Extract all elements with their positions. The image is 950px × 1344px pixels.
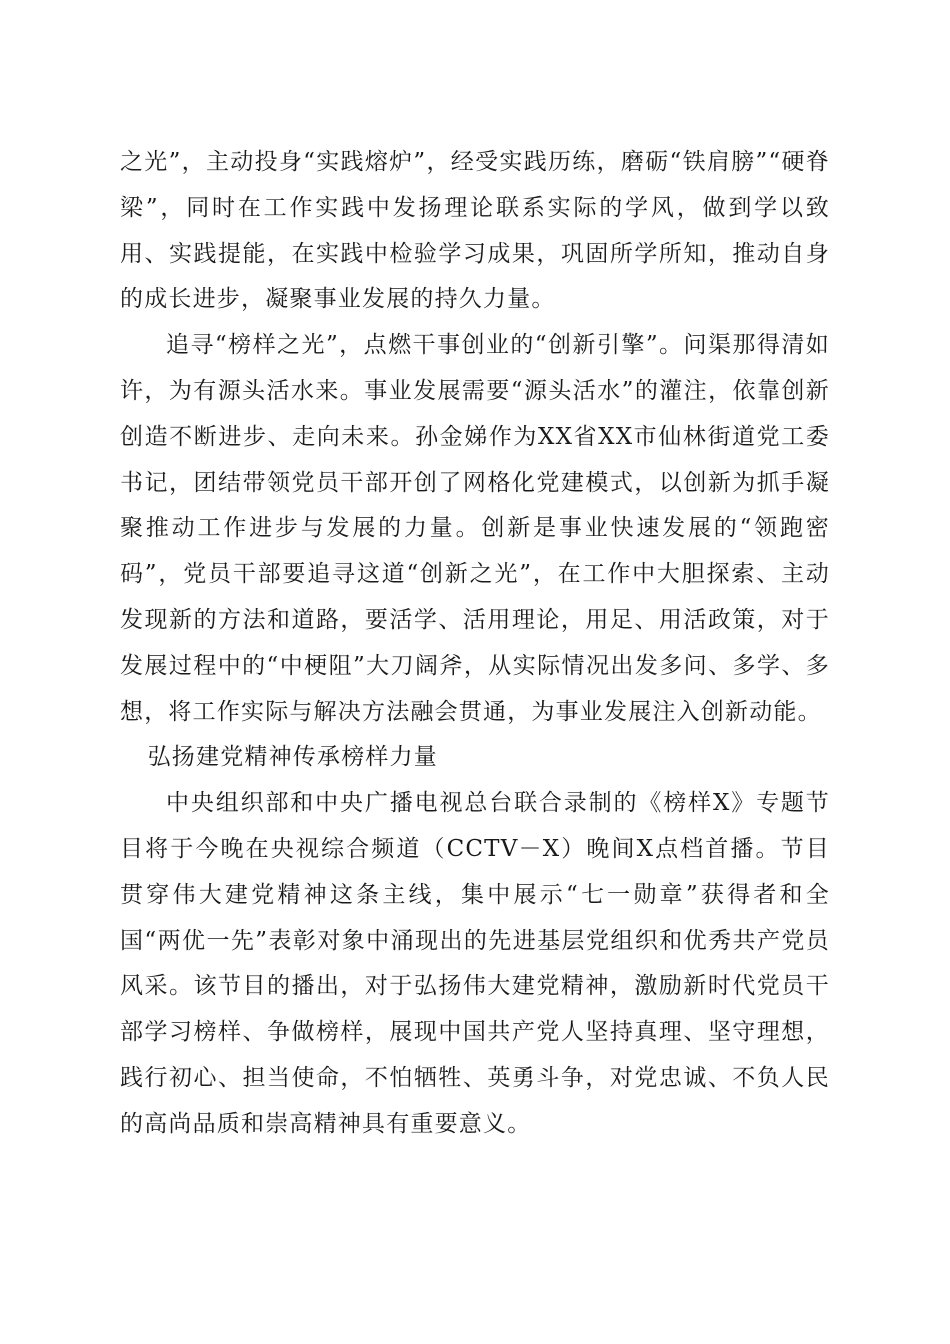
paragraph-innovation: 追寻“榜样之光”，点燃干事创业的“创新引擎”。问渠那得清如许，为有源头活水来。事业发展需要“源头活水”的灌注，依靠创新创造不断进步、走向未来。孙金娣作为XX省XX市仙林街道党工委书记，团结带领党员干部开创了网格化党建模式，以创新为抓手凝聚推动工作进步与发展的力量。创新是事业快速发展的“领跑密码”，党员干部要追寻这道“创新之光”，在工作中大胆探索、主动发现新的方法和道路，要活学、活用理论，用足、用活政策，对于发展过程中的“中梗阻”大刀阔斧，从实际情况出发多问、多学、多想，将工作实际与解决方法融会贯通，为事业发展注入创新动能。	[120, 332, 830, 725]
paragraph-program-intro: 中央组织部和中央广播电视总台联合录制的《榜样X》专题节目将于今晚在央视综合频道（CCTV－X）晚间X点档首播。节目贯穿伟大建党精神这条主线，集中展示“七一勋章”获得者和全国“两优一先”表彰对象中涌现出的先进基层党组织和优秀共产党员风采。该节目的播出，对于弘扬伟大建党精神，激励新时代党员干部学习榜样、争做榜样，展现中国共产党人坚持真理、坚守理想，践行初心、担当使命，不怕牺牲、英勇斗争，对党忠诚、不负人民的高尚品质和崇高精神具有重要意义。	[120, 790, 830, 1137]
paragraph-continuation: 之光”，主动投身“实践熔炉”，经受实践历练，磨砺“铁肩膀”“硬脊梁”，同时在工作实践中发扬理论联系实际的学风，做到学以致用、实践提能，在实践中检验学习成果，巩固所学所知，推动自身的成长进步，凝聚事业发展的持久力量。	[120, 149, 830, 313]
section-heading: 弘扬建党精神传承榜样力量	[147, 744, 438, 771]
document-body	[120, 140, 830, 1148]
